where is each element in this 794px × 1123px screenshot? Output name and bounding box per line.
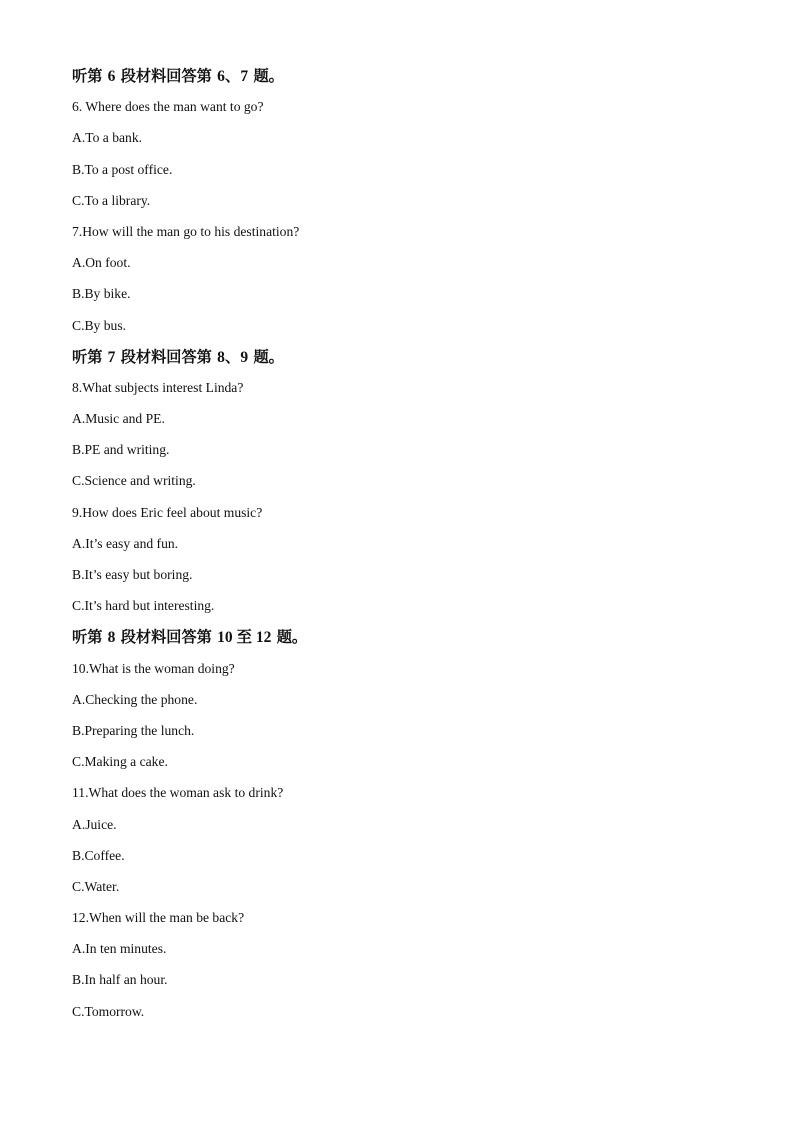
answer-option: B.By bike. [72, 286, 131, 302]
answer-option: A.To a bank. [72, 130, 143, 146]
heading-number: 8 [107, 629, 116, 647]
answer-option: B.In half an hour. [72, 972, 168, 988]
question-text: 10.What is the woman doing? [72, 660, 235, 676]
heading-text: 听第 [72, 347, 103, 366]
question-text: 8.What subjects interest Linda? [72, 379, 244, 395]
heading-text: 段材料回答第 [120, 628, 212, 647]
heading-text: 听第 [72, 628, 103, 647]
heading-text: 段材料回答第 [120, 67, 212, 85]
question-text: 11.What does the woman ask to drink? [72, 785, 284, 801]
section-heading [72, 63, 752, 94]
answer-option: B.It’s easy but boring. [72, 567, 193, 582]
answer-option: C.Making a cake. [72, 754, 168, 770]
answer-option: C.To a library. [72, 192, 151, 208]
heading-number: 6、7 [217, 68, 249, 85]
heading-text: 段材料回答第 [120, 347, 212, 366]
answer-option: A.It’s easy and fun. [72, 535, 179, 551]
exam-page [72, 63, 752, 1030]
answer-option: B.Coffee. [72, 847, 125, 863]
section-heading [72, 344, 752, 375]
answer-option: A.Juice. [72, 816, 117, 832]
answer-option: A.On foot. [72, 255, 131, 271]
heading-number: 7 [107, 348, 116, 366]
answer-option: C.Water. [72, 878, 120, 894]
question-text: 9.How does Eric feel about music? [72, 504, 263, 520]
heading-text: 听第 [72, 67, 103, 85]
answer-option: B.Preparing the lunch. [72, 722, 195, 738]
answer-option: C.Tomorrow. [72, 1003, 145, 1019]
answer-option: C.By bus. [72, 317, 127, 333]
section-heading [72, 624, 752, 655]
answer-option: C.Science and writing. [72, 473, 196, 489]
answer-option: A.Checking the phone. [72, 691, 198, 707]
heading-number: 10 至 12 [217, 629, 272, 647]
question-text: 6. Where does the man want to go? [72, 99, 264, 115]
heading-text: 题。 [276, 628, 308, 647]
heading-number: 8、9 [217, 348, 249, 366]
answer-option: A.Music and PE. [72, 411, 165, 427]
heading-number: 6 [107, 68, 116, 85]
question-text: 7.How will the man go to his destination? [72, 223, 300, 239]
heading-text: 题。 [253, 67, 284, 85]
question-text: 12.When will the man be back? [72, 910, 245, 926]
answer-option: A.In ten minutes. [72, 941, 167, 957]
heading-text: 题。 [253, 347, 284, 366]
answer-option: C.It’s hard but interesting. [72, 598, 215, 614]
answer-option: B.PE and writing. [72, 442, 170, 458]
answer-option: B.To a post office. [72, 161, 173, 177]
